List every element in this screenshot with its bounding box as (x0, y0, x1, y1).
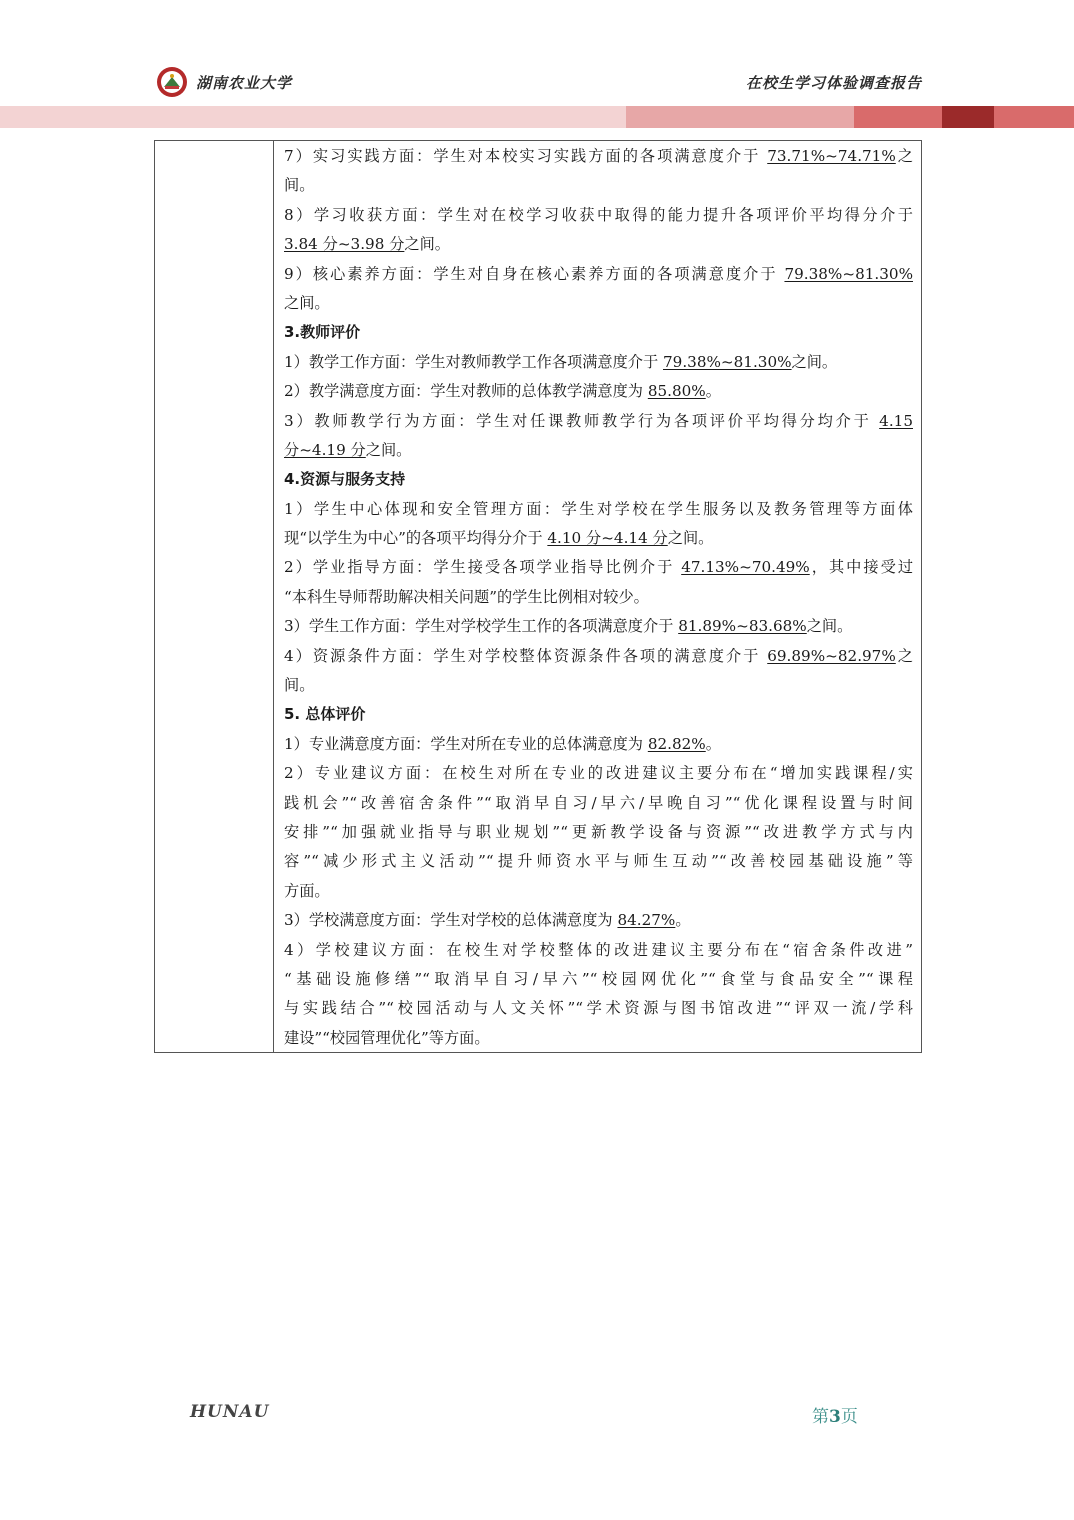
table-label-cell (155, 141, 274, 1052)
table-content-cell (275, 141, 921, 1052)
header-band-2 (626, 106, 854, 128)
text-line: 3）学校满意度方面：学生对学校的总体满意度为 84.27%。 (284, 911, 691, 930)
text-line: 践机会”“改善宿舍条件”“取消早自习/早六/早晚自习”“优化课程设置与时间 (284, 793, 913, 812)
university-logo-icon (156, 66, 188, 98)
text-line: “本科生导师帮助解决相关问题”的学生比例相对较少。 (284, 587, 649, 606)
section-heading-resources: 4.资源与服务支持 (284, 470, 406, 489)
text-line: “基础设施修缮”“取消早自习/早六”“校园网优化”“食堂与食品安全”“课程 (284, 969, 913, 988)
text-line: 1）教学工作方面：学生对教师教学工作各项满意度介于 79.38%~81.30%之间。 (284, 352, 838, 371)
text-line: 4）学校建议方面：在校生对学校整体的改进建议主要分布在“宿舍条件改进” (284, 940, 913, 959)
text-line: 1）学生中心体现和安全管理方面：学生对学校在学生服务以及教务管理等方面体 (284, 499, 913, 518)
text-line: 2）学业指导方面：学生接受各项学业指导比例介于 47.13%~70.49%，其中接受过 (284, 558, 913, 577)
text-line: 间。 (284, 676, 315, 695)
header-band-4 (942, 106, 994, 128)
text-line: 2）教学满意度方面：学生对教师的总体教学满意度为 85.80%。 (284, 382, 721, 401)
text-line: 建设”“校园管理优化”等方面。 (284, 1028, 490, 1047)
text-line: 安排”“加强就业指导与职业规划”“更新教学设备与资源”“改进教学方式与内 (284, 822, 913, 841)
header-band-5 (994, 106, 1074, 128)
text-line: 3）教师教学行为方面：学生对任课教师教学行为各项评价平均得分均介于 4.15 (284, 411, 913, 430)
text-line: 2）专业建议方面：在校生对所在专业的改进建议主要分布在“增加实践课程/实 (284, 764, 913, 783)
text-line: 容”“减少形式主义活动”“提升师资水平与师生互动”“改善校园基础设施”等 (284, 852, 913, 871)
section-heading-overall: 5. 总体评价 (284, 705, 366, 724)
findings-table (154, 140, 922, 1053)
text-line: 分~4.19 分之间。 (284, 440, 412, 459)
header-band-1 (0, 106, 626, 128)
text-line: 方面。 (284, 881, 330, 900)
text-line: 4）资源条件方面：学生对学校整体资源条件各项的满意度介于 69.89%~82.97%之 (284, 646, 913, 665)
text-line: 现“以学生为中心”的各项平均得分介于 4.10 分~4.14 分之间。 (284, 529, 714, 548)
university-name: 湖南农业大学 (196, 74, 293, 92)
text-line: 7）实习实践方面：学生对本校实习实践方面的各项满意度介于 73.71%~74.71%之 (284, 147, 913, 165)
report-title: 在校生学习体验调查报告 (745, 74, 922, 92)
footer-university-abbr: HUNAU (190, 1402, 270, 1422)
text-line: 与实践结合”“校园活动与人文关怀”“学术资源与图书馆改进”“评双一流/学科 (284, 999, 913, 1018)
page-number: 第3页 (812, 1407, 858, 1427)
text-line: 9）核心素养方面：学生对自身在核心素养方面的各项满意度介于 79.38%~81.30% (284, 264, 913, 283)
text-line: 间。 (284, 176, 315, 195)
header-band-3 (854, 106, 942, 128)
text-line: 3.84 分~3.98 分之间。 (284, 235, 450, 254)
text-line: 1）专业满意度方面：学生对所在专业的总体满意度为 82.82%。 (284, 734, 721, 753)
section-heading-teacher: 3.教师评价 (284, 323, 361, 342)
page-header (0, 0, 1074, 130)
text-line: 之间。 (284, 293, 330, 312)
text-line: 8）学习收获方面：学生对在校学习收获中取得的能力提升各项评价平均得分介于 (284, 205, 913, 224)
text-line: 3）学生工作方面：学生对学校学生工作的各项满意度介于 81.89%~83.68%之间。 (284, 617, 853, 636)
